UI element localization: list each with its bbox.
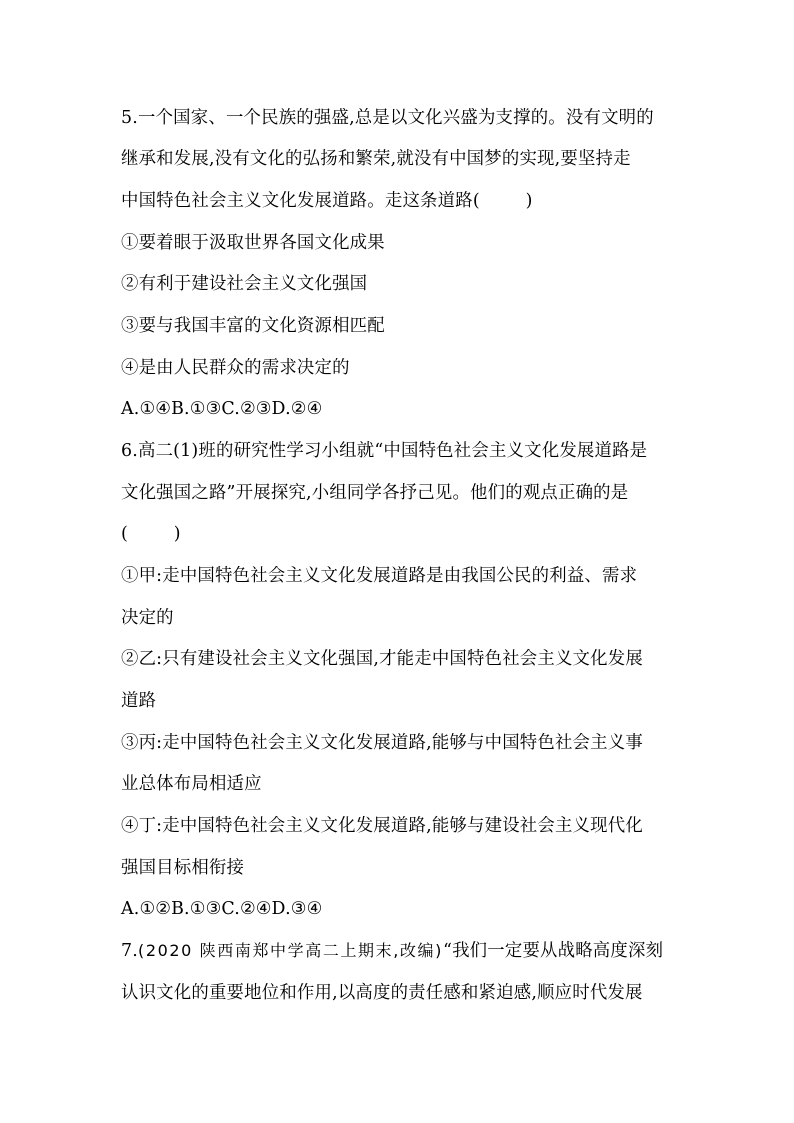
q6-option-2-line-1: ②乙:只有建设社会主义文化强国,才能走中国特色社会主义文化发展 — [121, 649, 643, 669]
q6-option-2-line-2: 道路 — [121, 691, 157, 711]
q5-option-4: ④是由人民群众的需求决定的 — [121, 358, 350, 378]
q7-stem-line-1 — [121, 939, 691, 963]
q5-stem-line-2: 继承和发展,没有文化的弘扬和繁荣,就没有中国梦的实现,要坚持走 — [121, 149, 631, 169]
q6-option-1-line-2: 决定的 — [121, 608, 174, 628]
q7-number: 7. — [121, 941, 138, 961]
q6-option-1-line-1: ①甲:走中国特色社会主义文化发展道路是由我国公民的利益、需求 — [121, 566, 638, 586]
q6-option-4-line-1: ④丁:走中国特色社会主义文化发展道路,能够与建设社会主义现代化 — [121, 816, 643, 836]
q6-stem-line-1: 6.高二(1)班的研究性学习小组就“中国特色社会主义文化发展道路是 — [121, 441, 648, 461]
q5-stem-line-3: 中国特色社会主义文化发展道路。走这条道路( ) — [121, 191, 533, 211]
q5-stem-line-1: 5.一个国家、一个民族的强盛,总是以文化兴盛为支撑的。没有文明的 — [121, 108, 654, 128]
q6-option-3-line-2: 业总体布局相适应 — [121, 774, 262, 794]
q6-option-3-line-1: ③丙:走中国特色社会主义文化发展道路,能够与中国特色社会主义事 — [121, 733, 643, 753]
q5-option-3: ③要与我国丰富的文化资源相匹配 — [121, 316, 385, 336]
q7-source: (2020 陕西南郑中学高二上期末,改编) — [138, 941, 443, 960]
q5-answer-choices: A.①④B.①③C.②③D.②④ — [121, 399, 323, 419]
q6-stem-line-3: ( ) — [121, 524, 181, 544]
q6-option-4-line-2: 强国目标相衔接 — [121, 858, 245, 878]
q7-stem-start: “我们一定要从战略高度深刻 — [442, 941, 664, 961]
q5-option-2: ②有利于建设社会主义文化强国 — [121, 274, 368, 294]
q5-option-1: ①要着眼于汲取世界各国文化成果 — [121, 233, 385, 253]
q6-answer-choices: A.①②B.①③C.②④D.③④ — [121, 899, 323, 919]
q7-stem-line-2: 认识文化的重要地位和作用,以高度的责任感和紧迫感,顺应时代发展 — [121, 983, 643, 1003]
q6-stem-line-2: 文化强国之路”开展探究,小组同学各抒己见。他们的观点正确的是 — [121, 483, 629, 503]
